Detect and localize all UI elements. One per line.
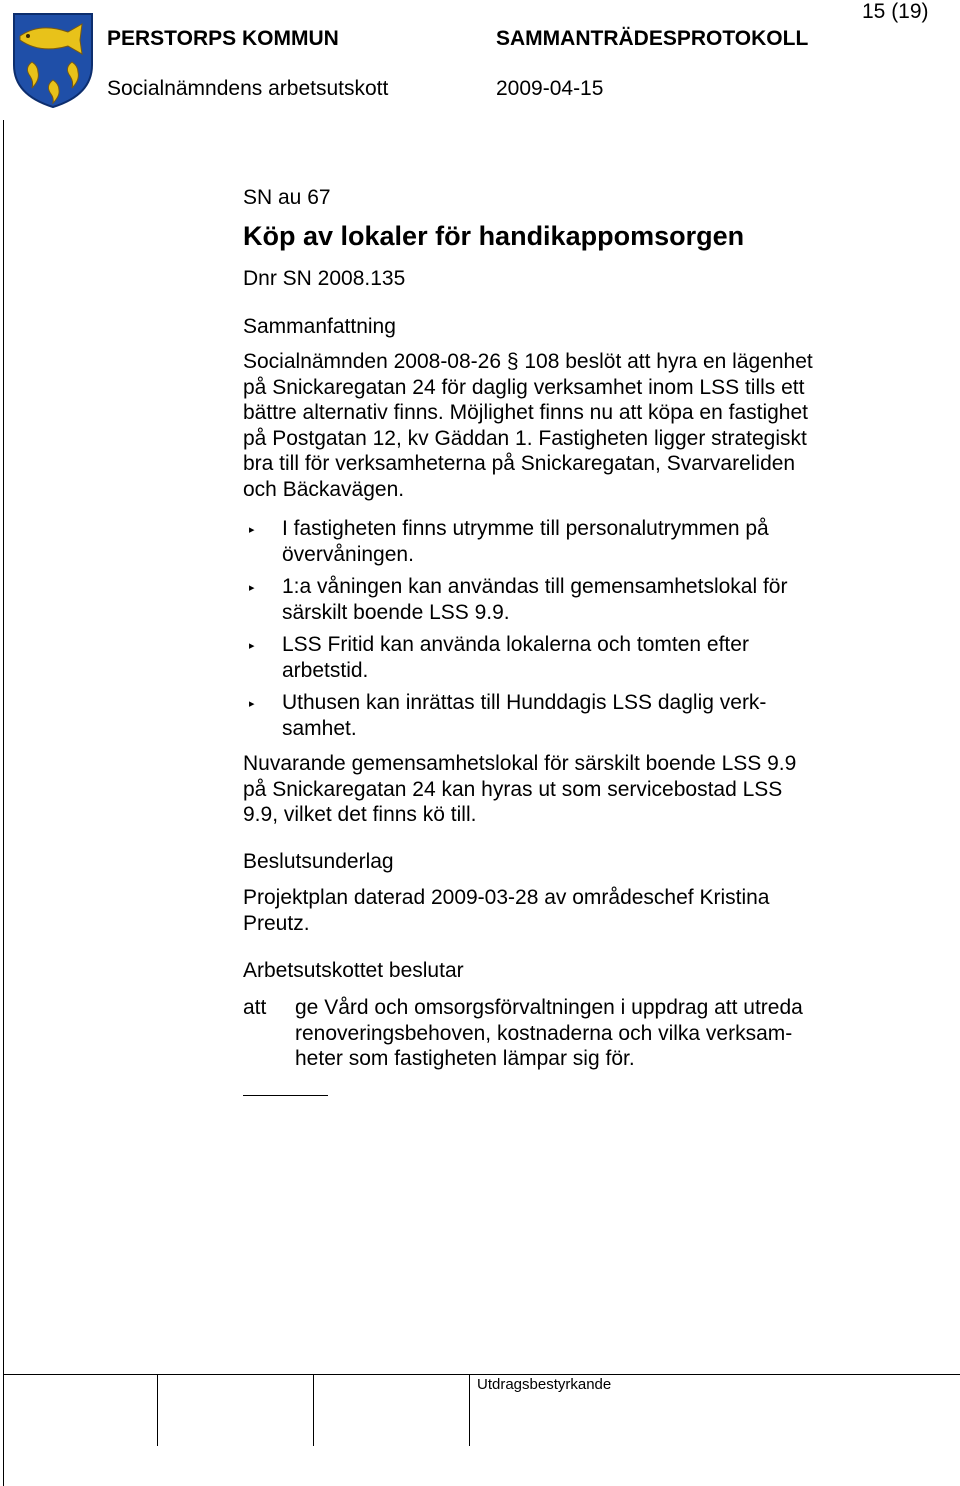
municipality-name: PERSTORPS KOMMUN bbox=[107, 27, 339, 50]
signature-box-divider-1 bbox=[157, 1374, 158, 1446]
bullet-line: särskilt boende LSS 9.9. bbox=[282, 600, 510, 624]
bullet-line: LSS Fritid kan använda lokalerna och tomten efter bbox=[282, 633, 749, 656]
decision-line: renoveringsbehoven, kostnaderna och vilka verksam- bbox=[295, 1021, 793, 1045]
case-title: Köp av lokaler för handikappomsorgen bbox=[243, 221, 745, 251]
summary-heading: Sammanfattning bbox=[243, 315, 396, 338]
bullet-item bbox=[282, 690, 882, 741]
bullet-item bbox=[282, 574, 882, 625]
bullet-line: Uthusen kan inrättas till Hunddagis LSS daglig verk- bbox=[282, 691, 767, 714]
summary-line: och Bäckavägen. bbox=[243, 477, 405, 501]
closing-paragraph bbox=[243, 751, 796, 828]
bullet-line: övervåningen. bbox=[282, 542, 414, 566]
bullet-marker-icon: ▸ bbox=[249, 640, 255, 652]
bullet-line: 1:a våningen kan användas till gemensamhetslokal för bbox=[282, 575, 788, 598]
decision-att-label: att bbox=[243, 996, 267, 1019]
decision-text bbox=[295, 995, 803, 1072]
page-number: 15 (19) bbox=[862, 0, 929, 23]
left-margin-line bbox=[3, 120, 4, 1486]
footer-label: Utdragsbestyrkande bbox=[477, 1376, 612, 1393]
case-dnr: Dnr SN 2008.135 bbox=[243, 267, 406, 290]
signature-box-divider-2 bbox=[313, 1374, 314, 1446]
bullet-marker-icon: ▸ bbox=[249, 698, 255, 710]
closing-line: 9.9, vilket det finns kö till. bbox=[243, 803, 477, 826]
bullet-item bbox=[282, 632, 882, 683]
bullet-line: I fastigheten finns utrymme till personalutrymmen på bbox=[282, 517, 769, 540]
bullet-line: samhet. bbox=[282, 716, 357, 740]
decision-line: heter som fastigheten lämpar sig för. bbox=[295, 1047, 635, 1070]
footer-divider bbox=[3, 1374, 960, 1375]
basis-paragraph bbox=[243, 885, 769, 936]
signature-box-divider-3 bbox=[469, 1374, 470, 1446]
end-rule bbox=[243, 1095, 328, 1096]
committee-name: Socialnämndens arbetsutskott bbox=[107, 77, 389, 100]
case-number: SN au 67 bbox=[243, 186, 331, 209]
closing-line: Nuvarande gemensamhetslokal för särskilt boende LSS 9.9 bbox=[243, 752, 797, 775]
bullet-item bbox=[282, 516, 882, 567]
summary-paragraph bbox=[243, 349, 813, 502]
summary-line: på Snickaregatan 24 för daglig verksamhet inom LSS tills ett bbox=[243, 375, 805, 399]
basis-line: Projektplan daterad 2009-03-28 av områdeschef Kristina bbox=[243, 886, 770, 909]
municipal-coat-of-arms-logo bbox=[10, 10, 96, 110]
summary-line: på Postgatan 12, kv Gäddan 1. Fastigheten ligger strategiskt bbox=[243, 426, 807, 450]
bullet-marker-icon: ▸ bbox=[249, 582, 255, 594]
decision-heading: Arbetsutskottet beslutar bbox=[243, 959, 464, 982]
meeting-date: 2009-04-15 bbox=[496, 77, 604, 100]
basis-heading: Beslutsunderlag bbox=[243, 850, 394, 873]
document-type: SAMMANTRÄDESPROTOKOLL bbox=[496, 27, 809, 50]
summary-line: bättre alternativ finns. Möjlighet finns nu att köpa en fastighet bbox=[243, 401, 809, 424]
decision-line: ge Vård och omsorgsförvaltningen i uppdrag att utreda bbox=[295, 996, 803, 1019]
summary-line: bra till för verksamheterna på Snickaregatan, Svarvareliden bbox=[243, 452, 796, 475]
bullet-line: arbetstid. bbox=[282, 658, 369, 682]
bullet-marker-icon: ▸ bbox=[249, 524, 255, 536]
closing-line: på Snickaregatan 24 kan hyras ut som servicebostad LSS bbox=[243, 777, 783, 801]
summary-line: Socialnämnden 2008-08-26 § 108 beslöt att hyra en lägenhet bbox=[243, 350, 813, 373]
basis-line: Preutz. bbox=[243, 911, 310, 935]
